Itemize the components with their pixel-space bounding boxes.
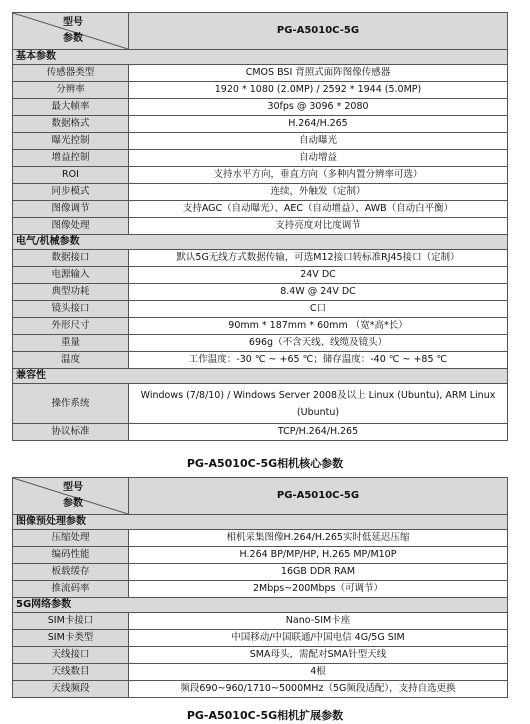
section-title: 电气/机械参数 [13, 235, 508, 250]
param-key: 温度 [13, 352, 129, 369]
param-key: 传感器类型 [13, 65, 129, 82]
param-value: SMA母头，需配对SMA针型天线 [129, 647, 508, 664]
param-key: 图像处理 [13, 218, 129, 235]
param-value: Windows (7/8/10) / Windows Server 2008及以上 Linux (Ubuntu), ARM Linux (Ubuntu) [129, 384, 508, 424]
param-key: 电源输入 [13, 267, 129, 284]
header-param-label: 参数 [63, 498, 83, 509]
param-key: 操作系统 [13, 384, 129, 424]
param-value: C口 [129, 301, 508, 318]
section-title: 图像预处理参数 [13, 515, 508, 530]
param-value: 支持亮度对比度调节 [129, 218, 508, 235]
param-key: SIM卡类型 [13, 630, 129, 647]
param-key: ROI [13, 167, 129, 184]
param-value: 中国移动/中国联通/中国电信 4G/5G SIM [129, 630, 508, 647]
param-value: 工作温度：-30 ℃ ~ +65 ℃；储存温度：-40 ℃ ~ +85 ℃ [129, 352, 508, 369]
section-title: 5G网络参数 [13, 598, 508, 613]
param-key: 数据格式 [13, 116, 129, 133]
param-key: 典型功耗 [13, 284, 129, 301]
param-key: 分辨率 [13, 82, 129, 99]
param-key: 压缩处理 [13, 530, 129, 547]
param-key: 图像调节 [13, 201, 129, 218]
param-value: 相机采集图像H.264/H.265实时低延迟压缩 [129, 530, 508, 547]
core-params-table [12, 12, 508, 441]
param-key: 外形尺寸 [13, 318, 129, 335]
param-key: 协议标准 [13, 424, 129, 441]
param-key: 天线数目 [13, 664, 129, 681]
param-key: 最大帧率 [13, 99, 129, 116]
param-value: 连续，外触发（定制） [129, 184, 508, 201]
param-key: 重量 [13, 335, 129, 352]
param-value: 696g（不含天线、线缆及镜头） [129, 335, 508, 352]
param-value: 支持水平方向，垂直方向（多种内置分辨率可选） [129, 167, 508, 184]
param-key: 天线频段 [13, 681, 129, 698]
param-value: 默认5G无线方式数据传输，可选M12接口转标准RJ45接口（定制） [129, 250, 508, 267]
param-key: 天线接口 [13, 647, 129, 664]
header-model-label: 型号 [63, 482, 83, 493]
param-key: 曝光控制 [13, 133, 129, 150]
param-value: 2Mbps~200Mbps（可调节） [129, 581, 508, 598]
param-value: H.264 BP/MP/HP, H.265 MP/M10P [129, 547, 508, 564]
param-value: 4根 [129, 664, 508, 681]
header-param-label: 参数 [63, 33, 83, 44]
param-key: 镜头接口 [13, 301, 129, 318]
param-value: 1920 * 1080 (2.0MP) / 2592 * 1944 (5.0MP) [129, 82, 508, 99]
table-caption: PG-A5010C-5G相机扩展参数 [186, 709, 344, 722]
param-value: 24V DC [129, 267, 508, 284]
param-value: 自动曝光 [129, 133, 508, 150]
param-value: 30fps @ 3096 * 2080 [129, 99, 508, 116]
param-value: 90mm * 187mm * 60mm （宽*高*长） [129, 318, 508, 335]
param-key: 同步模式 [13, 184, 129, 201]
param-value: H.264/H.265 [129, 116, 508, 133]
section-title: 基本参数 [13, 50, 508, 65]
header-diagonal-cell [13, 13, 129, 50]
param-value: 频段690~960/1710~5000MHz（5G频段适配），支持自选更换 [129, 681, 508, 698]
param-key: SIM卡接口 [13, 613, 129, 630]
model-name: PG-A5010C-5G [129, 13, 508, 50]
param-value: Nano-SIM卡座 [129, 613, 508, 630]
extended-params-table [12, 477, 508, 698]
header-model-label: 型号 [63, 17, 83, 28]
section-title: 兼容性 [13, 369, 508, 384]
table-caption: PG-A5010C-5G相机核心参数 [186, 457, 344, 470]
header-diagonal-cell [13, 478, 129, 515]
param-key: 增益控制 [13, 150, 129, 167]
param-value: TCP/H.264/H.265 [129, 424, 508, 441]
param-value: 自动增益 [129, 150, 508, 167]
param-key: 数据接口 [13, 250, 129, 267]
param-value: CMOS BSI 背照式面阵图像传感器 [129, 65, 508, 82]
param-key: 板载缓存 [13, 564, 129, 581]
param-value: 8.4W @ 24V DC [129, 284, 508, 301]
param-value: 支持AGC（自动曝光）、AEC（自动增益）、AWB（自动白平衡） [129, 201, 508, 218]
model-name: PG-A5010C-5G [129, 478, 508, 515]
param-key: 编码性能 [13, 547, 129, 564]
param-key: 推流码率 [13, 581, 129, 598]
param-value: 16GB DDR RAM [129, 564, 508, 581]
